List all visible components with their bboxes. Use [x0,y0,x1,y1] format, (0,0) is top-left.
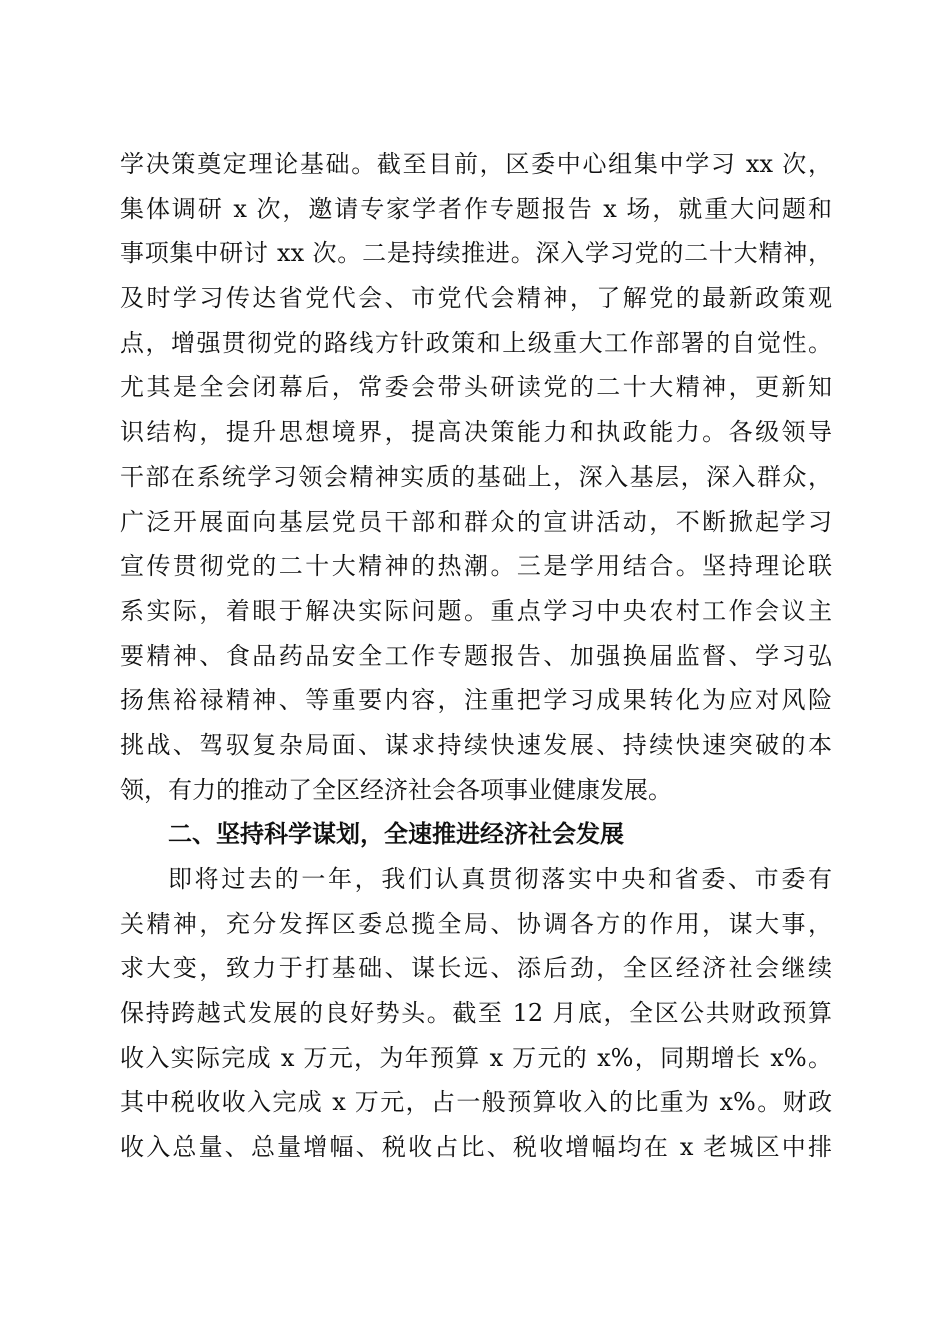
section-heading: 二、坚持科学谋划，全速推进经济社会发展 [168,820,624,849]
document-body [120,142,832,1170]
text-line: 集体调研 x 次，邀请专家学者作专题报告 x 场，就重大问题和 [120,194,832,223]
text-line: 保持跨越式发展的良好势头。截至 12 月底，全区公共财政预算 [120,999,832,1028]
text-line: 其中税收收入完成 x 万元，占一般预算收入的比重为 x%。财政 [120,1088,832,1117]
text-line: 收入总量、总量增幅、税收占比、税收增幅均在 x 老城区中排 [120,1133,832,1162]
text-line: 识结构，提升思想境界，提高决策能力和执政能力。各级领导 [120,418,832,447]
text-line: 扬焦裕禄精神、等重要内容，注重把学习成果转化为应对风险 [120,686,832,715]
text-line: 及时学习传达省党代会、市党代会精神，了解党的最新政策观 [120,284,832,313]
text-line: 收入实际完成 x 万元，为年预算 x 万元的 x%，同期增长 x%。 [120,1043,832,1072]
text-line: 尤其是全会闭幕后，常委会带头研读党的二十大精神，更新知 [120,373,832,402]
paragraph-2 [120,857,832,1170]
text-line: 事项集中研讨 xx 次。二是持续推进。深入学习党的二十大精神， [120,239,832,268]
text-line: 关精神，充分发挥区委总揽全局、协调各方的作用，谋大事， [120,909,832,938]
text-line: 即将过去的一年，我们认真贯彻落实中央和省委、市委有 [168,865,832,893]
text-line: 宣传贯彻党的二十大精神的热潮。三是学用结合。坚持理论联 [120,552,832,581]
text-line: 要精神、食品药品安全工作专题报告、加强换届监督、学习弘 [120,641,832,670]
text-line: 学决策奠定理论基础。截至目前，区委中心组集中学习 xx 次， [120,150,832,178]
text-line: 领，有力的推动了全区经济社会各项事业健康发展。 [120,775,672,804]
text-line: 求大变，致力于打基础、谋长远、添后劲，全区经济社会继续 [120,954,832,983]
text-line: 系实际，着眼于解决实际问题。重点学习中央农村工作会议主 [120,596,832,625]
text-line: 挑战、驾驭复杂局面、谋求持续快速发展、持续快速突破的本 [120,730,832,759]
text-line: 广泛开展面向基层党员干部和群众的宣讲活动，不断掀起学习 [120,507,832,536]
text-line: 点，增强贯彻党的路线方针政策和上级重大工作部署的自觉性。 [120,328,832,357]
text-line: 干部在系统学习领会精神实质的基础上，深入基层，深入群众， [120,462,832,491]
paragraph-1 [120,142,832,812]
